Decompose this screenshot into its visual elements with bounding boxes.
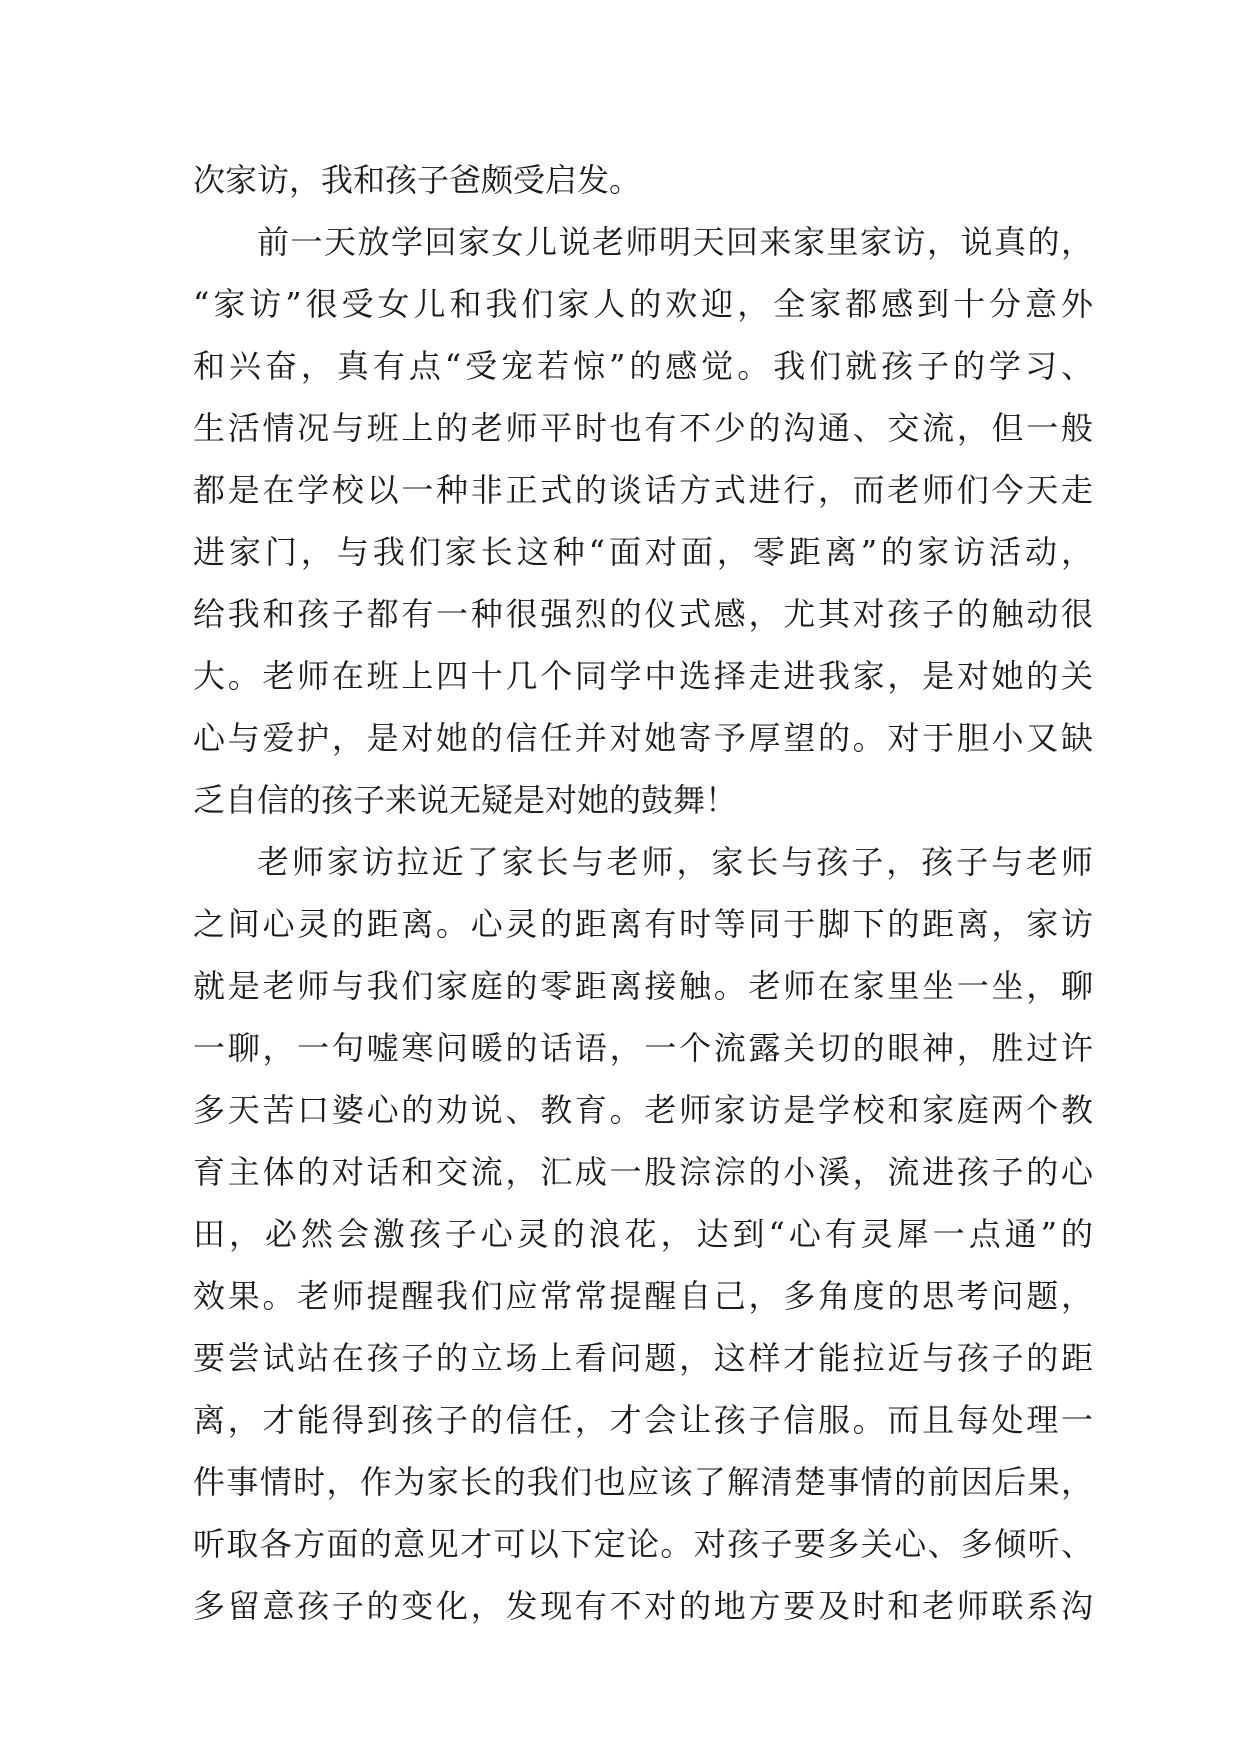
paragraph-1-line-3: 和兴奋，真有点“受宠若惊”的感觉。我们就孩子的学习、 [193, 347, 1093, 385]
paragraph-1-line-4: 生活情况与班上的老师平时也有不少的沟通、交流，但一般 [193, 409, 1093, 447]
paragraph-2-line-2: 之间心灵的距离。心灵的距离有时等同于脚下的距离，家访 [193, 905, 1093, 943]
paragraph-2-line-11: 件事情时，作为家长的我们也应该了解清楚事情的前因后果， [193, 1463, 1093, 1501]
paragraph-2-line-10: 离，才能得到孩子的信任，才会让孩子信服。而且每处理一 [193, 1401, 1093, 1439]
paragraph-1-line-1: 前一天放学回家女儿说老师明天回来家里家访，说真的， [257, 223, 1093, 261]
paragraph-1-line-9: 心与爱护，是对她的信任并对她寄予厚望的。对于胆小又缺 [193, 719, 1093, 757]
paragraph-2-line-7: 田，必然会激孩子心灵的浪花，达到“心有灵犀一点通”的 [193, 1215, 1093, 1253]
paragraph-1-line-10: 乏自信的孩子来说无疑是对她的鼓舞！ [193, 781, 738, 819]
paragraph-1-line-2: “家访”很受女儿和我们家人的欢迎，全家都感到十分意外 [193, 285, 1093, 323]
paragraph-2-line-6: 育主体的对话和交流，汇成一股淙淙的小溪，流进孩子的心 [193, 1153, 1093, 1191]
paragraph-1-line-6: 进家门，与我们家长这种“面对面，零距离”的家访活动， [193, 533, 1093, 571]
paragraph-2-line-3: 就是老师与我们家庭的零距离接触。老师在家里坐一坐，聊 [193, 967, 1093, 1005]
paragraph-2-line-9: 要尝试站在孩子的立场上看问题，这样才能拉近与孩子的距 [193, 1339, 1093, 1377]
paragraph-2-line-13: 多留意孩子的变化，发现有不对的地方要及时和老师联系沟 [193, 1587, 1093, 1625]
paragraph-2-line-5: 多天苦口婆心的劝说、教育。老师家访是学校和家庭两个教 [193, 1091, 1093, 1129]
paragraph-2-line-4: 一聊，一句嘘寒问暖的话语，一个流露关切的眼神，胜过许 [193, 1029, 1093, 1067]
paragraph-2-line-1: 老师家访拉近了家长与老师，家长与孩子，孩子与老师 [257, 843, 1093, 881]
text-line-1: 次家访，我和孩子爸颇受启发。 [193, 161, 642, 199]
paragraph-1-line-7: 给我和孩子都有一种很强烈的仪式感，尤其对孩子的触动很 [193, 595, 1093, 633]
paragraph-2-line-8: 效果。老师提醒我们应常常提醒自己，多角度的思考问题， [193, 1277, 1093, 1315]
paragraph-2-line-12: 听取各方面的意见才可以下定论。对孩子要多关心、多倾听、 [193, 1525, 1093, 1563]
paragraph-1-line-8: 大。老师在班上四十几个同学中选择走进我家，是对她的关 [193, 657, 1093, 695]
paragraph-1-line-5: 都是在学校以一种非正式的谈话方式进行，而老师们今天走 [193, 471, 1093, 509]
